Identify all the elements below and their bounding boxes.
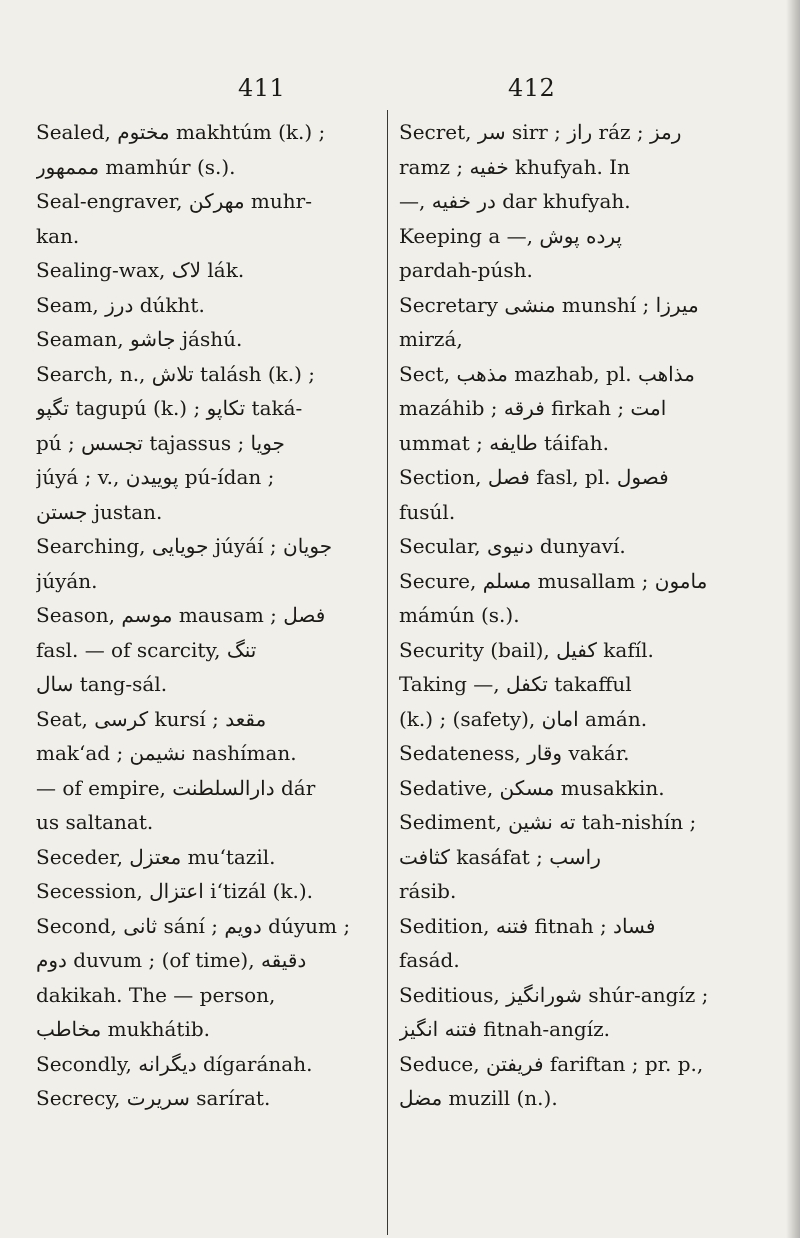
entry-line: ramz ; خفیه khufyah. In [399,154,630,179]
entry-line: Seat, کرسی kursí ; مقعد [36,706,267,731]
entry-line: Secular, دنیوی dunyaví. [399,534,626,558]
entry-line: Seaman, جاشو jáshú. [36,327,243,351]
entry-line: júyán. [36,568,98,593]
entry-line: تگپو tagupú (k.) ; تکاپو taká- [36,396,303,420]
entry-line: سال tang-sál. [36,672,168,696]
entry-line: ummat ; طایفه táifah. [399,430,609,455]
entry-line: Keeping a —, پرده پوش [399,223,622,248]
entry-line: Seal-engraver, مهرکن muhr- [36,189,312,213]
entry-line: fasl. — of scarcity, تنگ [36,637,257,662]
entry-line: us saltanat. [36,810,154,834]
page-edge-shadow [786,0,800,1238]
entry-line: —, در خفیه dar khufyah. [399,189,631,213]
entry-line: Second, ثانی sání ; دویم dúyum ; [36,913,351,938]
entry-line: kan. [36,223,80,248]
entry-line: Sealed, مختوم makhtúm (k.) ; [36,120,326,144]
entry-line: Secondly, دیگرانه dígaránah. [36,1051,313,1076]
entry-line: dakikah. The — person, [36,982,276,1007]
entry-line: fasád. [399,948,460,972]
entry-line: Searching, جویایی júyáí ; جویان [36,534,333,558]
entry-line: مخاطب mukhátib. [36,1017,211,1041]
entry-line: Secretary منشی munshí ; میرزا [399,292,699,317]
entry-line: Sealing-wax, لاک lák. [36,258,245,282]
entry-line: Section, فصل fasl, pl. فصول [399,465,669,489]
right-column [399,115,779,1116]
entry-line: Sedative, مسکن musakkin. [399,775,665,800]
entry-line: Season, موسم mausam ; فصل [36,603,326,627]
entry-line: pú ; تجسس tajassus ; جویا [36,430,285,455]
entry-line: مضل muzill (n.). [399,1086,558,1110]
entry-line: کثافت kasáfat ; راسب [399,844,601,869]
entry-line: Seceder, معتزل mu‘tazil. [36,844,276,869]
entry-line: جستن justan. [36,499,163,524]
entry-line: mazáhib ; فرقه firkah ; امت [399,396,667,420]
entry-line: rásib. [399,879,457,903]
entry-line: Seduce, فریفتن fariftan ; pr. p., [399,1051,704,1076]
entry-line: pardah-púsh. [399,258,533,282]
entry-line: Taking —, تکفل takafful [399,672,632,696]
entry-line: Secure, مسلم musallam ; مامون [399,568,708,593]
entry-line: mirzá, [399,327,463,351]
entry-line: Seam, درز dúkht. [36,292,205,317]
entry-line: دوم duvum ; (of time), دقیقه [36,948,307,972]
entry-line: Sedition, فتنه fitnah ; فساد [399,913,656,938]
entry-line: júyá ; v., پوییدن pú-ídan ; [36,465,275,489]
left-page-number: 411 [238,74,286,102]
column-divider [387,110,388,1235]
entry-line: Secrecy, سریرت sarírat. [36,1086,271,1110]
entry-line: — of empire, دارالسلطنت dár [36,775,316,800]
right-page-number: 412 [508,74,556,102]
entry-line: mak‘ad ; نشیمن nashíman. [36,741,297,765]
entry-line: Seditious, شورانگیز shúr-angíz ; [399,982,709,1007]
entry-line: Sect, مذهب mazhab, pl. مذاهب [399,361,695,386]
entry-line: فتنه انگیز fitnah-angíz. [399,1017,611,1041]
entry-line: mámún (s.). [399,603,520,627]
left-column [36,115,380,1116]
entry-line: Sedateness, وقار vakár. [399,741,630,765]
entry-line: Security (bail), کفیل kafíl. [399,637,654,662]
entry-line: Secret, سر sirr ; راز ráz ; رمز [399,120,682,144]
entry-line: Search, n., تلاش talásh (k.) ; [36,361,316,386]
entry-line: Sediment, ته نشین tah-nishín ; [399,810,697,834]
entry-line: Secession, اعتزال i‘tizál (k.). [36,879,313,903]
entry-line: (k.) ; (safety), امان amán. [399,706,648,731]
entry-line: fusúl. [399,499,456,524]
entry-line: مممهور mamhúr (s.). [36,154,236,179]
